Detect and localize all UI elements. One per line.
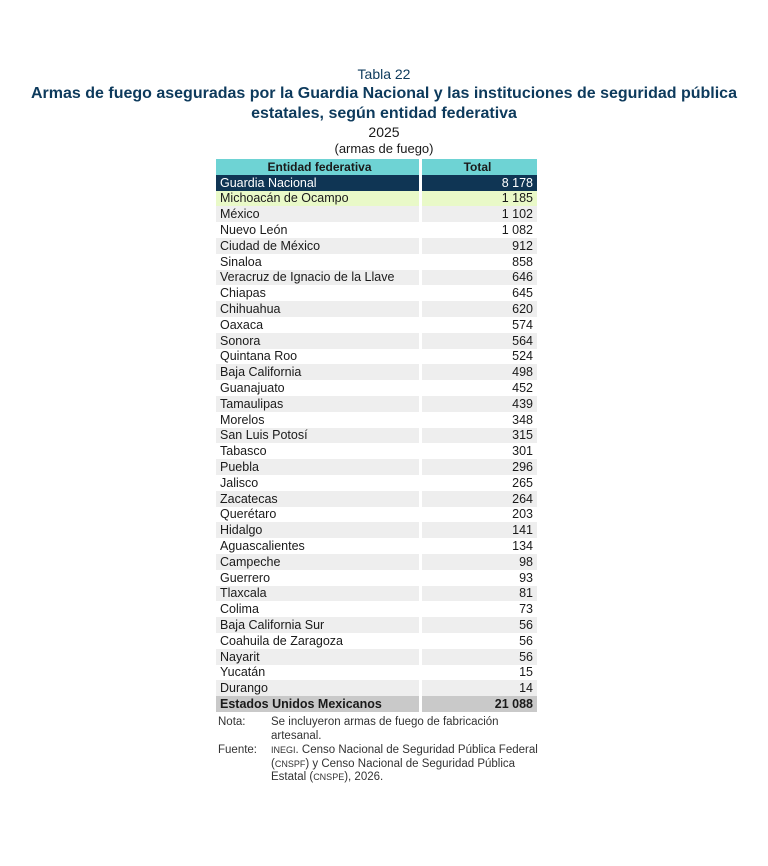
entity-total-cell: 134 (512, 539, 533, 554)
entity-total-cell: 56 (422, 649, 537, 665)
table-row (216, 206, 537, 222)
entity-name-cell: Querétaro (220, 507, 277, 522)
entity-name-cell: Chihuahua (216, 301, 419, 317)
table-row (216, 522, 537, 538)
table-title-line-2: estatales, según entidad federativa (251, 105, 517, 122)
table-notes (218, 716, 548, 786)
table-row (216, 443, 537, 459)
table-row (216, 254, 537, 270)
table-row (216, 649, 537, 665)
table-row (216, 507, 537, 523)
entity-name-cell: Guanajuato (220, 381, 285, 396)
source-label: Fuente: (218, 744, 257, 756)
entity-name-cell: Michoacán de Ocampo (216, 191, 419, 207)
entity-total-cell: 524 (512, 349, 533, 364)
entity-name-cell: Veracruz de Ignacio de la Llave (216, 270, 419, 286)
table-row (216, 428, 537, 444)
table-row (216, 238, 537, 254)
entity-name-cell: Guardia Nacional (216, 175, 419, 191)
table-row (216, 459, 537, 475)
entity-name-cell: Aguascalientes (220, 539, 305, 554)
entity-name-cell: Guerrero (220, 570, 271, 585)
table-row (216, 617, 537, 633)
table-row (216, 222, 537, 238)
entity-name-cell: Quintana Roo (220, 349, 298, 364)
table-row (216, 586, 537, 602)
entity-name-cell: Campeche (216, 554, 419, 570)
entity-total-cell: 498 (422, 364, 537, 380)
entity-name-cell: Zacatecas (216, 491, 419, 507)
table-row (216, 538, 537, 554)
entity-name-cell: Hidalgo (216, 522, 419, 538)
entity-total-cell: 8 178 (422, 175, 537, 191)
table-row (216, 396, 537, 412)
entity-total-cell: 93 (519, 570, 533, 585)
entity-total-cell: 574 (512, 317, 533, 332)
table-row (216, 380, 537, 396)
entity-name-cell: Yucatán (220, 665, 266, 680)
table-year: 2025 (368, 124, 400, 140)
entity-name-cell: Ciudad de México (216, 238, 419, 254)
table-header-block (0, 66, 768, 156)
table-row (216, 665, 537, 681)
table-row (216, 554, 537, 570)
source-inegi: INEGI (271, 745, 296, 755)
entity-total-cell: 98 (422, 554, 537, 570)
entity-total-cell: 912 (422, 238, 537, 254)
table-row (216, 285, 537, 301)
source-text-part-2: ) y Censo Nacional de Seguridad Pública Estatal ( (271, 757, 516, 783)
entity-total-cell: 439 (422, 396, 537, 412)
source-entry (218, 744, 548, 785)
entity-total-cell: 265 (512, 475, 533, 490)
entity-name-cell: Nuevo León (220, 223, 288, 238)
entity-name-cell: Oaxaca (220, 317, 264, 332)
column-header-entity: Entidad federativa (216, 159, 419, 175)
table-row (216, 301, 537, 317)
entity-total-cell: 1 102 (422, 206, 537, 222)
entity-total-cell: 315 (422, 428, 537, 444)
table-row (216, 633, 537, 649)
table-row (216, 570, 537, 586)
table-row (216, 175, 537, 191)
table-title (0, 84, 768, 124)
table-units: (armas de fuego) (334, 141, 434, 156)
entity-total-cell: 564 (422, 333, 537, 349)
entity-total-cell: 264 (422, 491, 537, 507)
table-row (216, 317, 537, 333)
table-row (216, 680, 537, 696)
entity-total-cell: 14 (422, 680, 537, 696)
entity-name-cell: Colima (220, 602, 259, 617)
entity-name-cell: Puebla (216, 459, 419, 475)
table-total-row (216, 696, 537, 712)
entity-total-cell: 203 (512, 507, 533, 522)
entity-name-cell: Nayarit (216, 649, 419, 665)
source-cnspf: CNSPF (274, 758, 306, 769)
entity-name-cell: Tabasco (220, 444, 267, 459)
source-cnspe: CNSPE (313, 772, 345, 782)
table-title-line-1: Armas de fuego aseguradas por la Guardia Nacional y las instituciones de seguridad pública (31, 85, 737, 102)
entity-total-cell: 645 (512, 286, 533, 301)
entity-name-cell: Sinaloa (220, 254, 262, 269)
source-text-part-1: . Censo Nacional de Seguridad Pública Federal ( (271, 744, 538, 770)
entity-name-cell: Baja California Sur (216, 617, 419, 633)
entity-name-cell: Tamaulipas (216, 396, 419, 412)
entity-name-cell: Coahuila de Zaragoza (220, 633, 343, 648)
entity-total-cell: 348 (512, 412, 533, 427)
note-label: Nota: (218, 716, 246, 728)
table-row (216, 364, 537, 380)
source-text-part-3: ), 2026. (344, 771, 384, 783)
table-header-row (216, 159, 537, 175)
entity-total-cell: 452 (512, 381, 533, 396)
entity-name-cell: Tlaxcala (216, 586, 419, 602)
entity-name-cell: San Luis Potosí (216, 428, 419, 444)
entity-total-cell: 1 185 (422, 191, 537, 207)
total-row-value: 21 088 (422, 696, 537, 712)
entity-name-cell: Sonora (216, 333, 419, 349)
entity-name-cell: Baja California (216, 364, 419, 380)
entity-total-cell: 141 (422, 522, 537, 538)
table-row (216, 475, 537, 491)
table-row (216, 601, 537, 617)
entity-total-cell: 56 (422, 617, 537, 633)
table-row (216, 270, 537, 286)
entity-total-cell: 73 (519, 602, 533, 617)
table-number: Tabla 22 (357, 66, 411, 82)
source-text (271, 744, 548, 785)
table-row (216, 333, 537, 349)
entity-name-cell: Jalisco (220, 475, 259, 490)
table-row (216, 491, 537, 507)
entity-name-cell: México (216, 206, 419, 222)
note-entry (218, 716, 548, 743)
table-row (216, 191, 537, 207)
entity-total-cell: 1 082 (501, 223, 533, 238)
entity-name-cell: Morelos (220, 412, 265, 427)
entity-name-cell: Durango (216, 680, 419, 696)
entity-total-cell: 620 (422, 301, 537, 317)
table-row (216, 349, 537, 365)
entity-total-cell: 296 (422, 459, 537, 475)
data-table (216, 159, 537, 712)
table-row (216, 412, 537, 428)
table-body (216, 175, 537, 696)
column-header-total: Total (422, 159, 537, 175)
entity-total-cell: 646 (422, 270, 537, 286)
entity-total-cell: 56 (519, 633, 533, 648)
entity-total-cell: 15 (519, 665, 533, 680)
total-row-label: Estados Unidos Mexicanos (216, 696, 419, 712)
note-text: Se incluyeron armas de fuego de fabricación artesanal. (271, 716, 499, 742)
entity-total-cell: 301 (512, 444, 533, 459)
entity-total-cell: 81 (422, 586, 537, 602)
entity-total-cell: 858 (512, 254, 533, 269)
entity-name-cell: Chiapas (220, 286, 266, 301)
